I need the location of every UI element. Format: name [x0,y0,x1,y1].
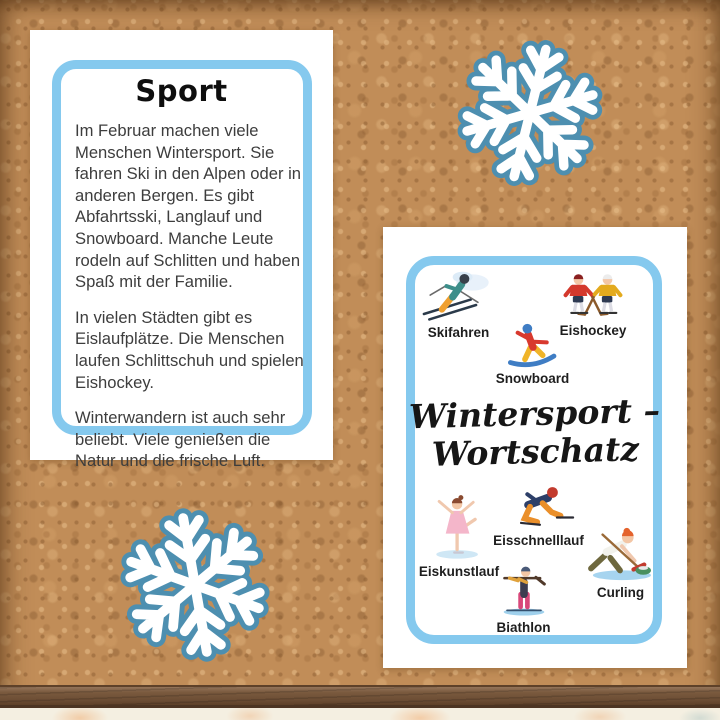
vocab-card-title [394,391,676,474]
vocab-item-snowboard [485,319,580,386]
curler-icon [577,523,665,583]
reading-paragraph: Winterwandern ist auch sehr beliebt. Viele genießen die Natur und die frische Luft. [75,408,286,471]
vocab-item-biathlon [476,562,571,635]
snowflake-icon [99,489,291,681]
vocab-label: Eisschnelllauf [493,533,584,548]
reading-card-body [75,120,309,486]
skier-icon [415,269,503,323]
reading-paragraph: In vielen Städten gibt es Eislaufplätze. Die Menschen laufen Schlittschuh und spielen Eishockey. [75,307,304,392]
vocab-label: Eishockey [559,323,627,338]
vocab-item-curling [568,523,673,600]
reading-card-title: Sport [135,74,228,108]
vocab-title-line2: Wortschatz [431,429,640,474]
hockey-players-icon [547,271,639,321]
vocab-title-line1: Wintersport – [408,390,661,437]
vocab-label: Biathlon [496,620,551,635]
biathlete-icon [486,562,562,618]
vocab-card [383,227,687,668]
figure-skater-icon [424,490,494,562]
snowboarder-icon [492,319,574,369]
wall-strip [0,708,720,720]
wood-frame-bottom [0,685,720,708]
reading-paragraph: Im Februar machen viele Menschen Wintersport. Sie fahren Ski in den Alpen oder in anderen Bergen. Es gibt Abfahrtsski, Langlauf und Snowboard. Manche Leute rodeln auf Schlitten und haben Spaß mit der Familie. [75,121,302,292]
vocab-label: Curling [596,585,645,600]
reading-card [30,30,333,471]
vocab-label: Eiskunstlauf [418,564,500,579]
vocab-label: Snowboard [495,371,570,386]
vocab-label: Skifahren [427,325,490,340]
